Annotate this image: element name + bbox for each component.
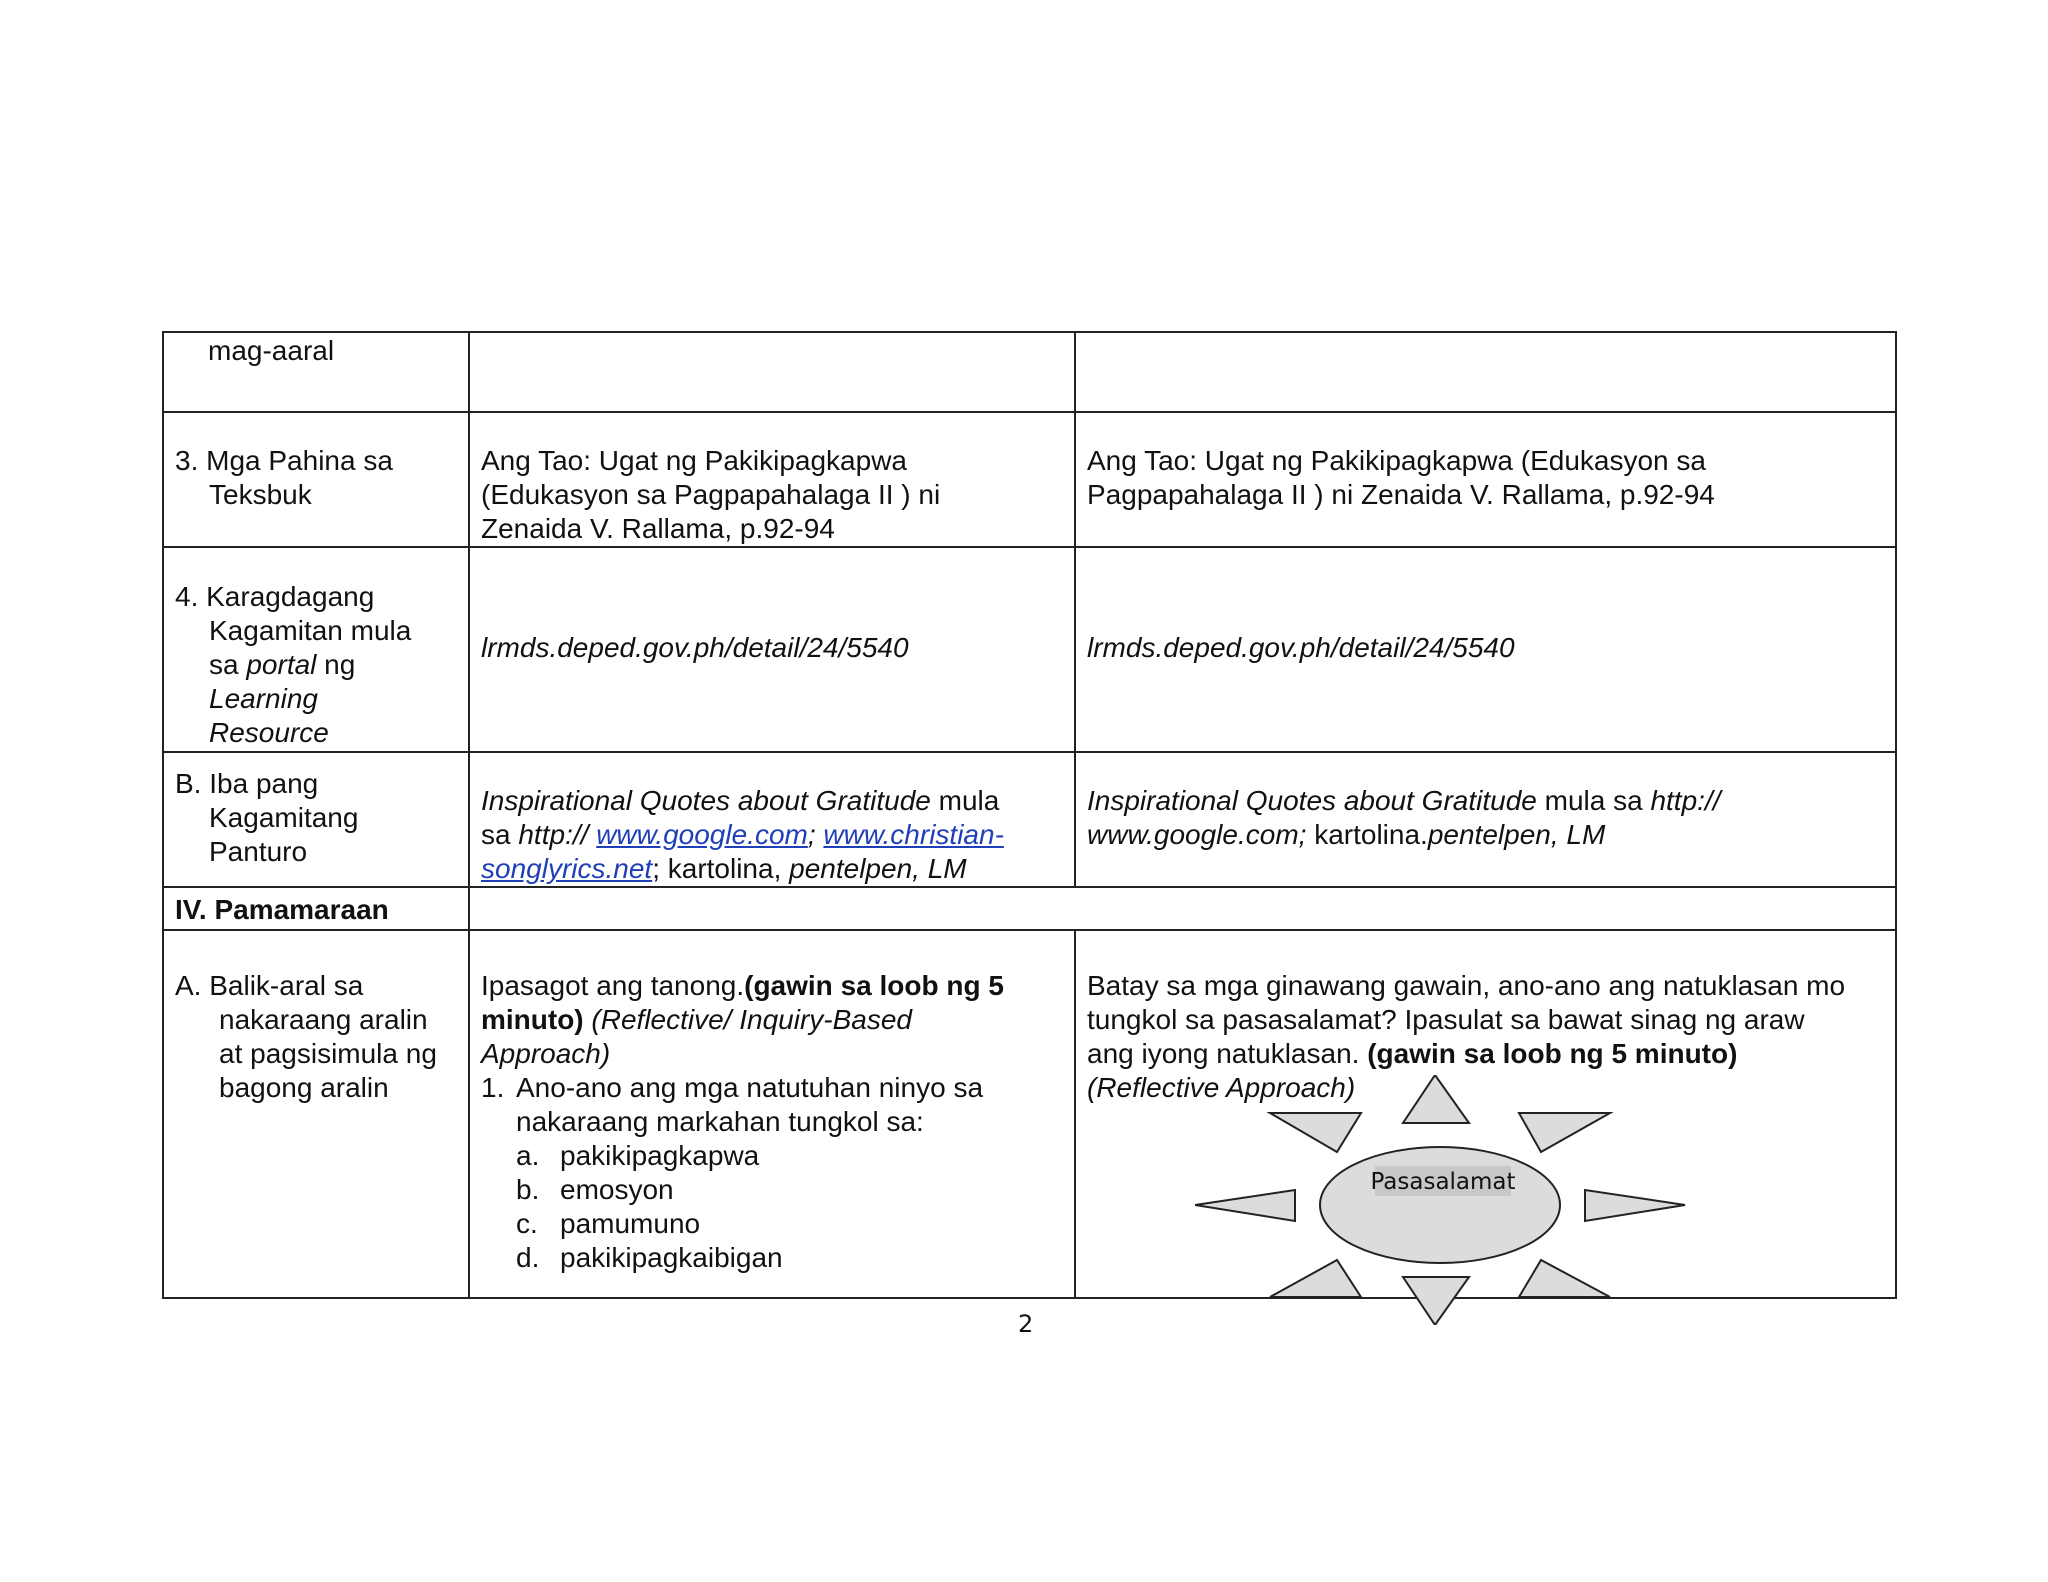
row4-right-line (1087, 818, 1721, 852)
row6-right-line: (Reflective Approach) (1087, 1072, 1356, 1103)
section-heading-pamamaraan: IV. Pamamaraan (175, 894, 389, 925)
answer-option-marker: a. (516, 1140, 540, 1171)
row6-text-bold: minuto) (481, 1004, 584, 1035)
answer-option-text: emosyon (560, 1174, 674, 1205)
row2-mid-line: Zenaida V. Rallama, p.92-94 (481, 513, 835, 544)
row2-mid-line: Ang Tao: Ugat ng Pakikipagkapwa (481, 445, 907, 476)
row3-label-line: Learning (209, 683, 318, 714)
row6-right-line: Batay sa mga ginawang gawain, ano-ano ang natuklasan mo (1087, 970, 1846, 1001)
answer-option (481, 1241, 1004, 1275)
row3-label-line: Resource (209, 717, 329, 748)
sun-ray-top-right (1519, 1113, 1610, 1152)
answer-option-marker: d. (516, 1242, 540, 1273)
row4-materials (481, 784, 1004, 886)
answer-option (481, 1139, 1004, 1173)
column-divider (468, 886, 470, 929)
row6-mid-line (481, 969, 1004, 1003)
row1-label: mag-aaral (208, 335, 335, 366)
row6-activity (481, 969, 1004, 1275)
row4-text: kartolina. (1306, 819, 1428, 850)
row2-mid-line: (Edukasyon sa Pagpapahalaga II ) ni (481, 479, 941, 510)
row3-lrmds-link-right: lrmds.deped.gov.ph/detail/24/5540 (1087, 632, 1515, 663)
row6-text-bold: (gawin sa loob ng 5 (744, 970, 1004, 1001)
column-divider (1074, 333, 1076, 886)
row2-label-line: 3. Mga Pahina sa (175, 445, 393, 476)
row4-text-italic: pentelpen, LM (789, 853, 967, 884)
row4-right-line (1087, 784, 1721, 818)
answer-option (481, 1207, 1004, 1241)
row3-lrmds-link: lrmds.deped.gov.ph/detail/24/5540 (481, 632, 909, 663)
row6-right-line (1087, 1037, 1845, 1071)
row4-text: mula (930, 785, 1000, 816)
christian-songlyrics-link[interactable]: www.christian- (823, 819, 1004, 850)
row6-text-italic: (Reflective/ Inquiry-Based (583, 1004, 912, 1035)
row4-label-line: Kagamitang (209, 802, 359, 833)
christian-songlyrics-link[interactable]: songlyrics.net (481, 853, 653, 884)
row4-text-italic: www.google.com; (1087, 819, 1307, 850)
row6-mid-line (481, 1003, 1004, 1037)
row2-right-line: Pagpapahalaga II ) ni Zenaida V. Rallama, p.92-94 (1087, 479, 1715, 510)
question-text: Ano-ano ang mga natutuhan ninyo sa (516, 1072, 984, 1103)
row-divider (164, 929, 1895, 931)
row4-label-line: B. Iba pang (175, 768, 319, 799)
row4-text-italic: pentelpen, LM (1427, 819, 1606, 850)
row4-label (175, 767, 358, 869)
row4-text: ; kartolina, (652, 853, 790, 884)
google-link[interactable]: www.google.com (596, 819, 808, 850)
row4-text: mula sa (1536, 785, 1651, 816)
row6-question (481, 1071, 1004, 1105)
row-divider (164, 411, 1895, 413)
row6-text: Ipasagot ang tanong. (481, 970, 745, 1001)
answer-option-text: pakikipagkaibigan (560, 1242, 783, 1273)
row6-text-bold: (gawin sa loob ng 5 minuto) (1367, 1038, 1738, 1069)
row6-label-line: A. Balik-aral sa (175, 970, 364, 1001)
answer-option (481, 1173, 1004, 1207)
row4-quote-title: Inspirational Quotes about Gratitude (481, 785, 931, 816)
row4-text-italic: ; (807, 819, 824, 850)
row4-mid-line (481, 852, 1004, 886)
row2-label-line: Teksbuk (209, 479, 312, 510)
answer-option-text: pakikipagkapwa (560, 1140, 760, 1171)
sun-ray-bottom (1403, 1277, 1469, 1325)
sun-ray-bottom-left (1270, 1260, 1361, 1297)
row2-textbook-ref-right (1087, 444, 1715, 512)
answer-options-list (481, 1139, 1004, 1275)
row3-label-italic: portal (246, 649, 317, 680)
row4-text: sa (481, 819, 519, 850)
row4-label-line: Panturo (209, 836, 308, 867)
row6-question-line: nakaraang markahan tungkol sa: (516, 1106, 924, 1137)
row2-right-line: Ang Tao: Ugat ng Pakikipagkapwa (Edukasyon sa (1087, 445, 1706, 476)
row6-text: ang iyong natuklasan. (1087, 1038, 1368, 1069)
column-divider (468, 929, 470, 1299)
row6-mid-line: Approach) (481, 1038, 611, 1069)
row4-mid-line (481, 818, 1004, 852)
row4-quote-title: Inspirational Quotes about Gratitude (1087, 785, 1537, 816)
row3-label-line: 4. Karagdagang (175, 581, 375, 612)
row3-label (175, 580, 411, 750)
column-divider (468, 333, 470, 886)
sun-ray-left (1195, 1190, 1295, 1221)
row2-label (175, 444, 393, 512)
answer-option-marker: b. (516, 1174, 540, 1205)
row6-right-line: tungkol sa pasasalamat? Ipasulat sa bawat sinag ng araw (1087, 1004, 1805, 1035)
sun-ray-right (1585, 1190, 1685, 1221)
sun-ray-top (1403, 1075, 1469, 1123)
row6-label-line: bagong aralin (219, 1072, 389, 1103)
sun-ray-top-left (1270, 1113, 1361, 1152)
column-divider (1074, 929, 1076, 1299)
row4-mid-line (481, 784, 1004, 818)
pasasalamat-sun-diagram (1195, 1075, 1695, 1325)
row4-text-italic: http:// (518, 819, 589, 850)
row6-label-line: at pagsisimula ng (219, 1038, 437, 1069)
row6-label (175, 969, 437, 1105)
row3-label-text: sa (209, 649, 247, 680)
answer-option-marker: c. (516, 1208, 538, 1239)
row4-text-italic: http:// (1650, 785, 1721, 816)
row-divider (164, 886, 1895, 888)
sun-ray-bottom-right (1519, 1260, 1610, 1297)
row3-label-line: Kagamitan mula (209, 615, 412, 646)
row4-materials-right (1087, 784, 1721, 852)
row-divider (164, 546, 1895, 548)
row3-label-text: ng (316, 649, 356, 680)
row-divider (164, 751, 1895, 753)
row6-label-line: nakaraang aralin (219, 1004, 428, 1035)
row3-label-line (175, 648, 411, 682)
sun-center-ellipse (1320, 1147, 1560, 1263)
page-number: 2 (1018, 1310, 1034, 1338)
answer-option-text: pamumuno (560, 1208, 701, 1239)
question-number: 1. (481, 1072, 505, 1103)
sun-label: Pasasalamat (1370, 1169, 1516, 1195)
row2-textbook-ref (481, 444, 940, 546)
